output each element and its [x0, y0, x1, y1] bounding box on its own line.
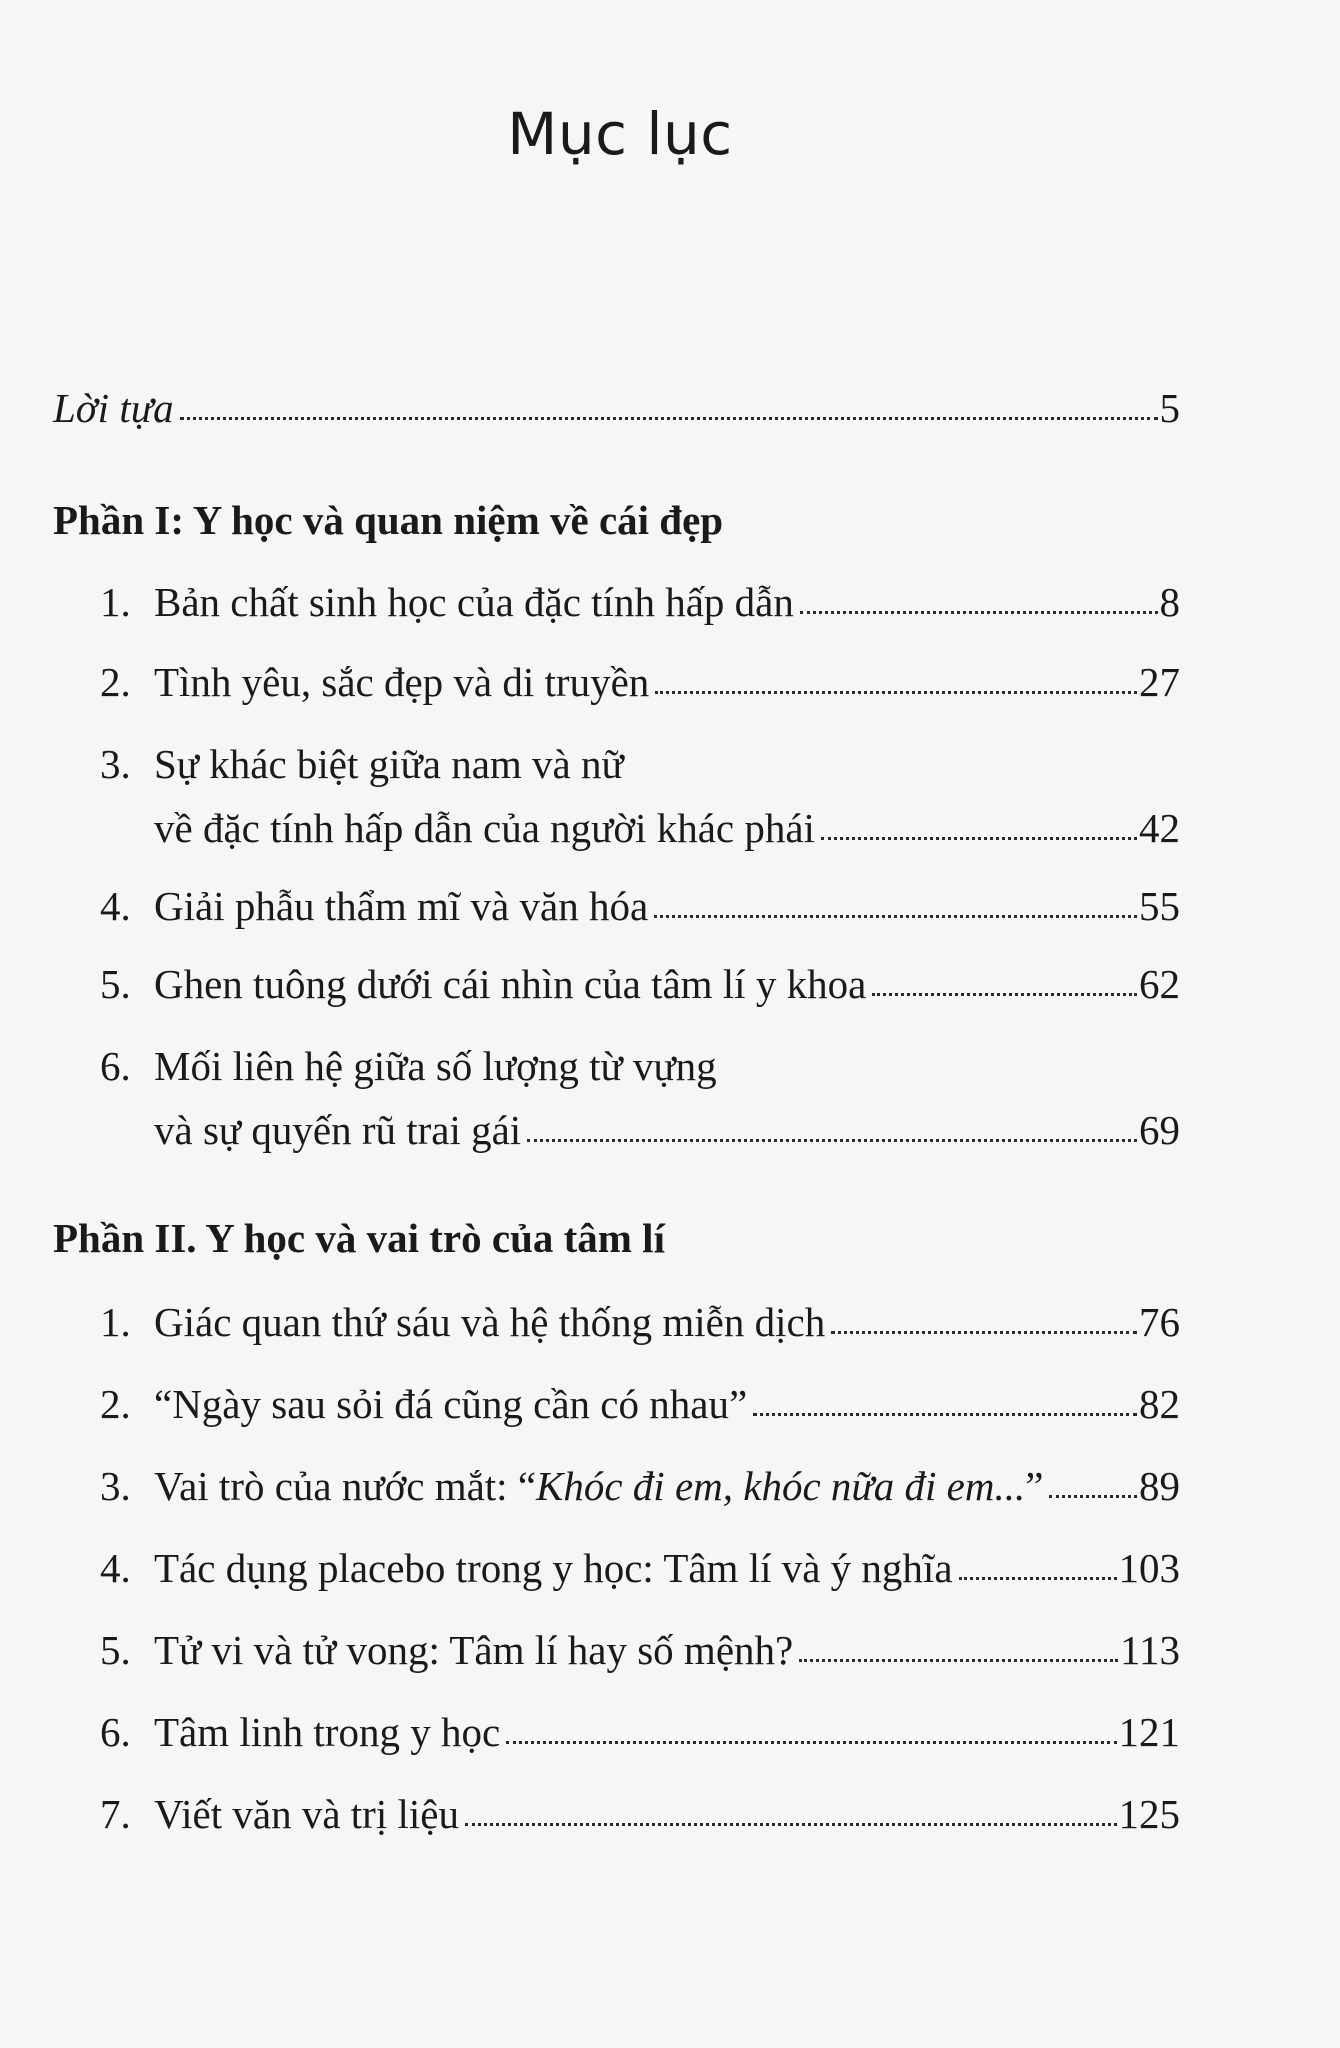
section-heading-part1: Phần I: Y học và quan niệm về cái đẹp	[53, 497, 724, 543]
entry-page: 42	[1139, 805, 1180, 851]
entry-title-end: ”	[1025, 1463, 1044, 1509]
entry-page: 121	[1118, 1709, 1180, 1755]
entry-number: 6.	[100, 1043, 131, 1089]
page-title: Mục lục	[507, 100, 733, 168]
entry-title: Sự khác biệt giữa nam và nữ	[154, 741, 624, 787]
dot-leader	[872, 993, 1137, 996]
toc-entry-line1	[100, 740, 624, 788]
entry-number: 4.	[100, 883, 131, 929]
entry-page: 76	[1139, 1299, 1180, 1345]
dot-leader	[465, 1823, 1117, 1826]
entry-number: 5.	[100, 1627, 131, 1673]
entry-title: Giải phẫu thẩm mĩ và văn hóa	[154, 883, 649, 929]
entry-title: Mối liên hệ giữa số lượng từ vựng	[154, 1043, 717, 1089]
entry-title: Tử vi và tử vong: Tâm lí hay số mệnh?	[154, 1627, 794, 1673]
entry-page: 27	[1139, 659, 1180, 705]
entry-page: 62	[1139, 961, 1180, 1007]
entry-page: 69	[1139, 1107, 1180, 1153]
toc-entry-preface	[53, 385, 1180, 431]
entry-title: Viết văn và trị liệu	[154, 1791, 459, 1837]
dot-leader	[1049, 1495, 1137, 1498]
entry-number: 4.	[100, 1545, 131, 1591]
entry-title: Bản chất sinh học của đặc tính hấp dẫn	[154, 579, 794, 625]
entry-number: 7.	[100, 1791, 131, 1837]
entry-number: 3.	[100, 1463, 131, 1509]
toc-entry	[100, 1709, 1180, 1755]
entry-title: Giác quan thứ sáu và hệ thống miễn dịch	[154, 1299, 826, 1345]
entry-page: 5	[1159, 385, 1180, 431]
entry-title: Ghen tuông dưới cái nhìn của tâm lí y khoa	[154, 961, 867, 1007]
entry-title-quote: Khóc đi em, khóc nữa đi em...	[536, 1463, 1026, 1509]
entry-number: 6.	[100, 1709, 131, 1755]
dot-leader	[959, 1577, 1117, 1580]
toc-entry	[100, 659, 1180, 705]
entry-page: 82	[1139, 1381, 1180, 1427]
dot-leader	[655, 691, 1137, 694]
entry-page: 8	[1159, 579, 1180, 625]
entry-number: 5.	[100, 961, 131, 1007]
toc-entry	[100, 1299, 1180, 1345]
toc-entry	[100, 1545, 1180, 1591]
dot-leader	[753, 1413, 1137, 1416]
entry-title	[154, 1463, 1044, 1509]
toc-entry-line2	[154, 805, 1180, 851]
dot-leader	[799, 1659, 1118, 1662]
entry-title-cont: và sự quyến rũ trai gái	[154, 1107, 522, 1153]
toc-entry	[100, 579, 1180, 625]
toc-entry-line1	[100, 1042, 717, 1090]
entry-title: Tác dụng placebo trong y học: Tâm lí và ý nghĩa	[154, 1545, 953, 1591]
toc-entry	[100, 1463, 1180, 1509]
entry-title-start: Vai trò của nước mắt: “	[154, 1463, 537, 1509]
entry-number: 1.	[100, 579, 131, 625]
dot-leader	[180, 417, 1158, 420]
entry-number: 2.	[100, 1381, 131, 1427]
toc-entry-line2	[154, 1107, 1180, 1153]
dot-leader	[506, 1741, 1116, 1744]
entry-number: 2.	[100, 659, 131, 705]
dot-leader	[831, 1331, 1137, 1334]
entry-title: Lời tựa	[53, 385, 174, 431]
section-heading-part2: Phần II. Y học và vai trò của tâm lí	[53, 1215, 665, 1261]
dot-leader	[527, 1139, 1137, 1142]
dot-leader	[800, 611, 1158, 614]
entry-page: 125	[1118, 1791, 1180, 1837]
toc-entry	[100, 1627, 1180, 1673]
entry-page: 113	[1120, 1627, 1180, 1673]
toc-entry	[100, 883, 1180, 929]
entry-title: “Ngày sau sỏi đá cũng cần có nhau”	[154, 1381, 748, 1427]
dot-leader	[654, 915, 1137, 918]
entry-title: Tình yêu, sắc đẹp và di truyền	[154, 659, 650, 705]
entry-page: 103	[1118, 1545, 1180, 1591]
toc-entry	[100, 961, 1180, 1007]
toc-entry	[100, 1791, 1180, 1837]
toc-entry	[100, 1381, 1180, 1427]
entry-title-cont: về đặc tính hấp dẫn của người khác phái	[154, 805, 815, 851]
entry-page: 89	[1139, 1463, 1180, 1509]
entry-number: 3.	[100, 741, 131, 787]
entry-page: 55	[1139, 883, 1180, 929]
dot-leader	[821, 837, 1137, 840]
entry-title: Tâm linh trong y học	[154, 1709, 501, 1755]
entry-number: 1.	[100, 1299, 131, 1345]
